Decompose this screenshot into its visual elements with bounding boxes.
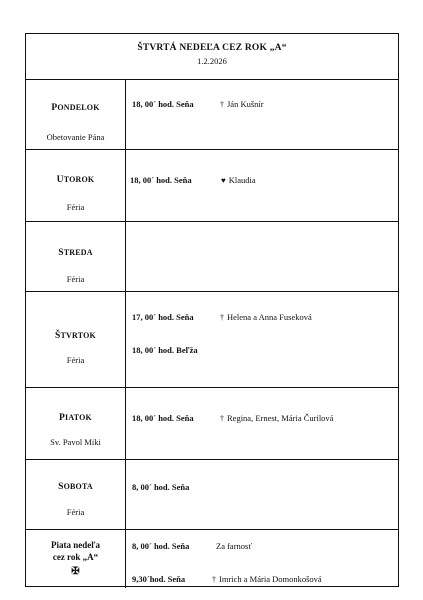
- mass-entry: [132, 312, 312, 322]
- feast-thursday: Féria: [66, 355, 85, 365]
- mass-entry: [132, 541, 252, 551]
- mass-time: 8, 00´ hod. Seňa: [132, 482, 190, 492]
- day-cell-thursday: [26, 292, 126, 387]
- intention-text: Regina, Ernest, Mária Čurilová: [227, 413, 334, 423]
- header: [26, 34, 398, 80]
- mass-time: 18, 00´ hod. Seňa: [132, 99, 194, 109]
- day-name-monday: PONDELOK: [51, 103, 100, 113]
- day-cell-monday: [26, 80, 126, 149]
- page-date: 1.2.2026: [197, 56, 227, 66]
- day-name-saturday: SOBOTA: [58, 482, 93, 492]
- mass-entry: [132, 574, 322, 584]
- heart-icon: ♥: [221, 176, 226, 185]
- cross-icon: †: [220, 100, 224, 109]
- mass-entry: [132, 413, 334, 423]
- cross-star-icon: ✠: [71, 566, 80, 577]
- mass-time: 9,30´hod. Seňa: [132, 574, 186, 584]
- intention-text: Helena a Anna Fuseková: [227, 312, 312, 322]
- day-cell-friday: [26, 388, 126, 459]
- row-monday: [26, 80, 398, 150]
- day-name-sunday-line1: Piata nedeľa: [51, 540, 100, 550]
- day-name-thursday: ŠTVRTOK: [55, 331, 96, 341]
- mass-entry: [130, 175, 256, 185]
- row-sunday: [26, 530, 398, 588]
- cross-icon: †: [220, 414, 224, 423]
- intention-text: Ján Kušnír: [227, 99, 264, 109]
- day-cell-tuesday: [26, 150, 126, 221]
- day-cell-sunday: [26, 530, 126, 588]
- feast-wednesday: Féria: [66, 274, 85, 284]
- mass-time: 17, 00´ hod. Seňa: [132, 312, 194, 322]
- cross-icon: †: [212, 575, 216, 584]
- feast-saturday: Féria: [66, 507, 85, 517]
- mass-intention: [221, 175, 256, 185]
- row-tuesday: [26, 150, 398, 222]
- day-name-friday: PIATOK: [59, 413, 92, 423]
- row-thursday: [26, 292, 398, 388]
- day-name-wednesday: STREDA: [58, 248, 93, 258]
- feast-tuesday: Féria: [66, 202, 85, 212]
- mass-entry: [132, 99, 264, 109]
- intention-text: Za farnosť: [216, 541, 252, 551]
- intention-text: Klaudia: [228, 175, 256, 185]
- mass-intention: [212, 574, 322, 584]
- announcement-sheet: [25, 33, 399, 587]
- mass-time: 8, 00´ hod. Seňa: [132, 541, 190, 551]
- row-saturday: [26, 460, 398, 530]
- day-name-tuesday: UTOROK: [56, 175, 95, 185]
- mass-intention: [216, 541, 252, 551]
- mass-time: 18, 00´ hod. Seňa: [130, 175, 192, 185]
- mass-time: 18, 00´ hod. Beľža: [132, 345, 198, 355]
- mass-intention: [220, 413, 333, 423]
- intention-text: Imrich a Mária Domonkošová: [219, 574, 322, 584]
- cross-icon: †: [220, 313, 224, 322]
- row-friday: [26, 388, 398, 460]
- mass-intention: [220, 312, 312, 322]
- feast-monday: Obetovanie Pána: [46, 132, 105, 142]
- mass-intention: [220, 99, 264, 109]
- row-wednesday: [26, 222, 398, 292]
- mass-entry: [132, 482, 189, 492]
- mass-time: 18, 00´ hod. Seňa: [132, 413, 194, 423]
- mass-entry: [132, 345, 198, 355]
- day-cell-wednesday: [26, 222, 126, 291]
- day-cell-saturday: [26, 460, 126, 529]
- day-name-sunday-line2: cez rok „A“: [52, 552, 99, 562]
- feast-friday: Sv. Pavol Miki: [50, 437, 101, 447]
- page-title: ŠTVRTÁ NEDEĽA CEZ ROK „A“: [137, 43, 287, 53]
